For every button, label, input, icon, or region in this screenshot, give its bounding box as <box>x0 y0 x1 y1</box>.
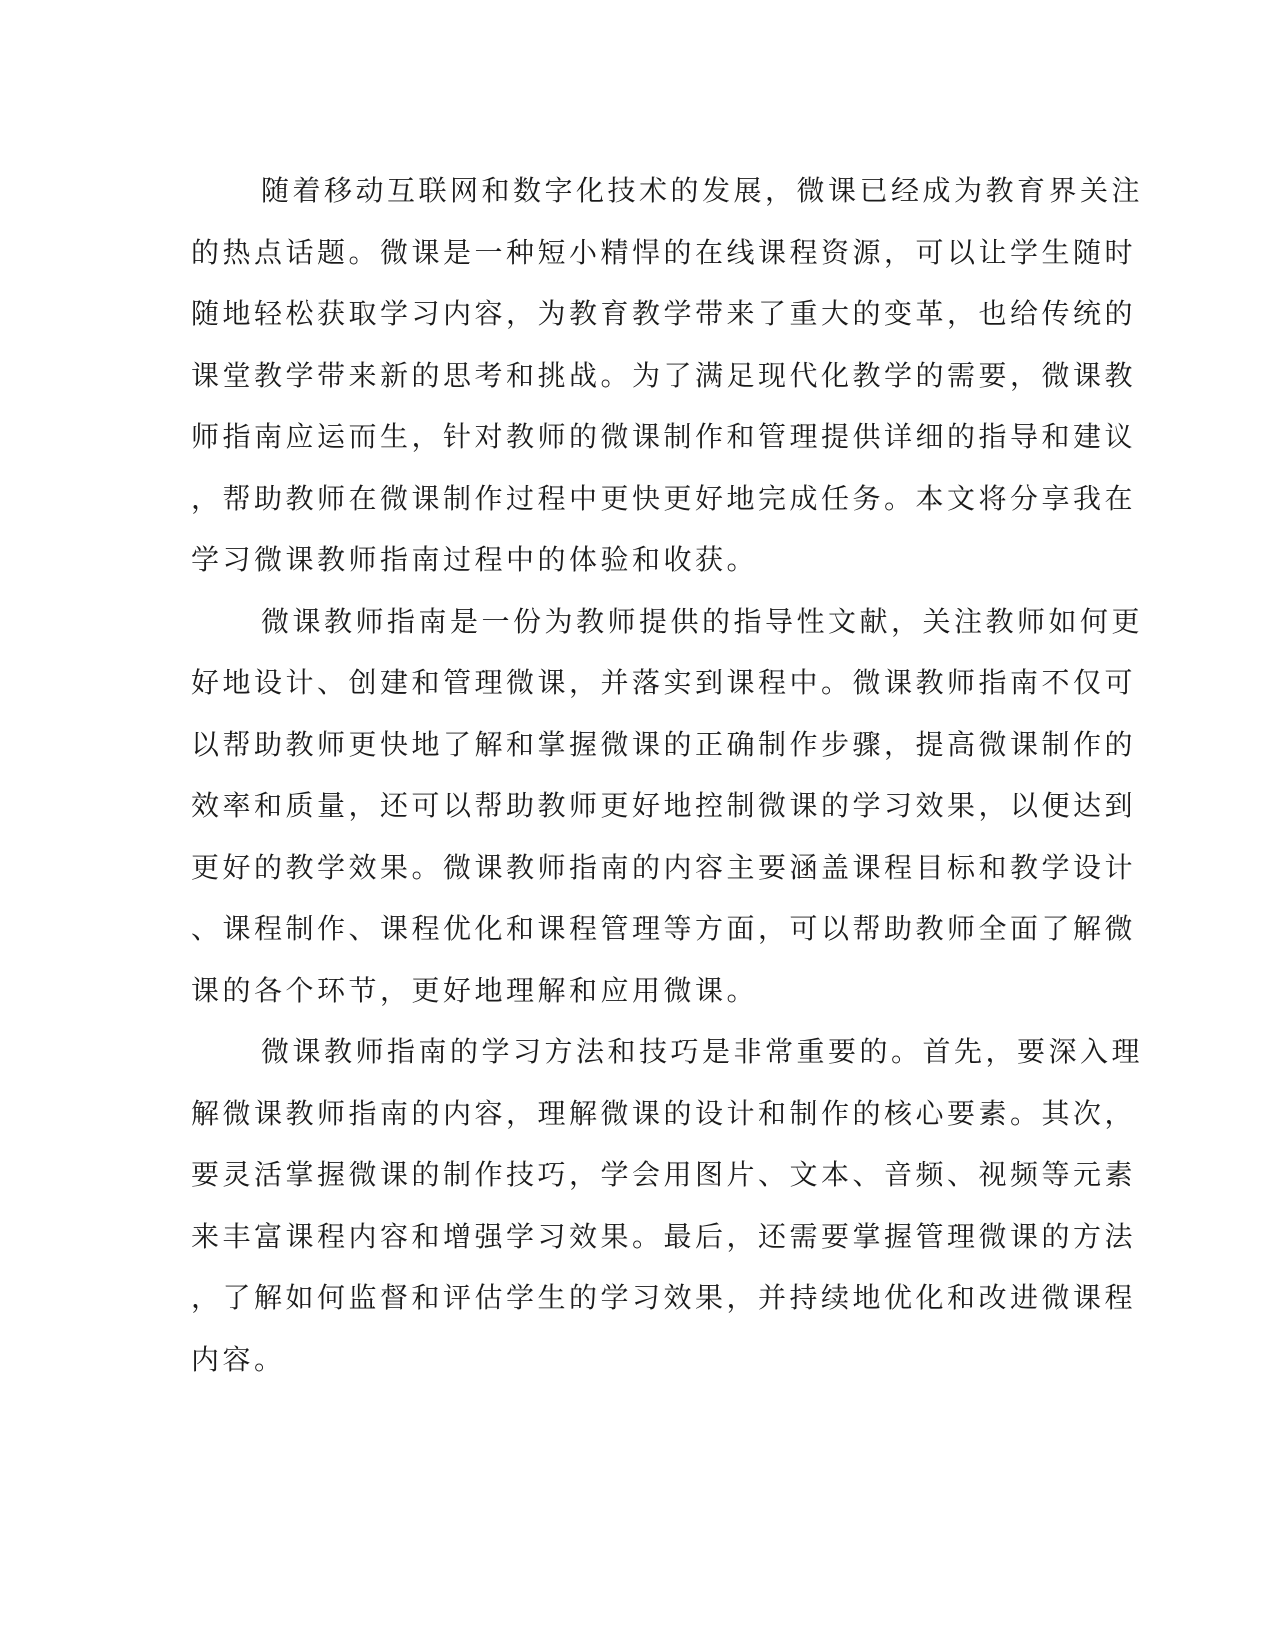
document-body <box>191 160 1144 1390</box>
paragraph-line: 以帮助教师更快地了解和掌握微课的正确制作步骤，提高微课制作的 <box>191 727 1137 761</box>
paragraph-line: 随着移动互联网和数字化技术的发展，微课已经成为教育界关注 <box>261 174 1144 207</box>
paragraph-line: 课堂教学带来新的思考和挑战。为了满足现代化教学的需要，微课教 <box>191 358 1137 392</box>
paragraph-line: 学习微课教师指南过程中的体验和收获。 <box>191 543 759 576</box>
paragraph-line: 更好的教学效果。微课教师指南的内容主要涵盖课程目标和教学设计 <box>191 850 1137 884</box>
paragraph-line: ，帮助教师在微课制作过程中更快更好地完成任务。本文将分享我在 <box>191 481 1137 515</box>
paragraph-line: 的热点话题。微课是一种短小精悍的在线课程资源，可以让学生随时 <box>191 235 1137 269</box>
paragraph-line: 、课程制作、课程优化和课程管理等方面，可以帮助教师全面了解微 <box>191 912 1137 945</box>
paragraph-1 <box>191 160 1144 591</box>
paragraph-line: 来丰富课程内容和增强学习效果。最后，还需要掌握管理微课的方法 <box>191 1219 1137 1253</box>
paragraph-2 <box>191 591 1144 1022</box>
paragraph-line: 课的各个环节，更好地理解和应用微课。 <box>191 973 759 1007</box>
paragraph-line: 随地轻松获取学习内容，为教育教学带来了重大的变革，也给传统的 <box>191 297 1137 330</box>
paragraph-line: 微课教师指南的学习方法和技巧是非常重要的。首先，要深入理 <box>261 1035 1144 1068</box>
paragraph-line: 好地设计、创建和管理微课，并落实到课程中。微课教师指南不仅可 <box>191 666 1137 699</box>
paragraph-line: 微课教师指南是一份为教师提供的指导性文献，关注教师如何更 <box>261 604 1144 638</box>
paragraph-3 <box>191 1021 1144 1390</box>
paragraph-line: 要灵活掌握微课的制作技巧，学会用图片、文本、音频、视频等元素 <box>191 1158 1137 1191</box>
paragraph-line: ，了解如何监督和评估学生的学习效果，并持续地优化和改进微课程 <box>191 1281 1137 1314</box>
paragraph-line: 内容。 <box>191 1342 286 1376</box>
paragraph-line: 解微课教师指南的内容，理解微课的设计和制作的核心要素。其次， <box>191 1096 1137 1130</box>
paragraph-line: 师指南应运而生，针对教师的微课制作和管理提供详细的指导和建议 <box>191 420 1137 453</box>
paragraph-line: 效率和质量，还可以帮助教师更好地控制微课的学习效果，以便达到 <box>191 789 1137 822</box>
